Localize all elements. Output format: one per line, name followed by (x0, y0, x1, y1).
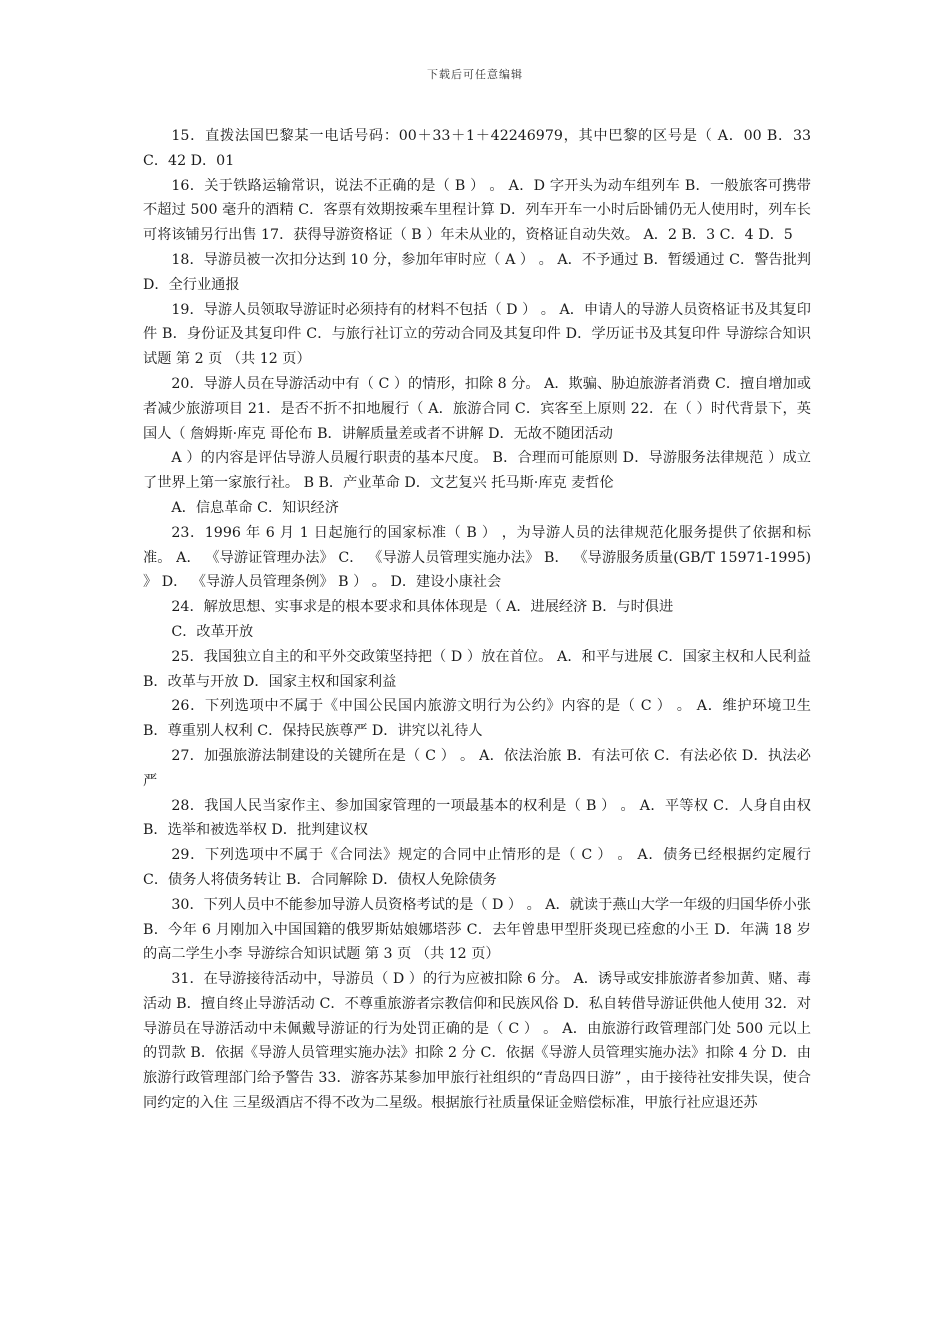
paragraph-q19: 19．导游人员领取导游证时必须持有的材料不包括（ D ） 。 A．申请人的导游人员资格证书及其复印件 B．身份证及其复印件 C．与旅行社订立的劳动合同及其复印件 D．学历证书及其复印件 导游综合知识试题 第 2 页 （共 12 页） (143, 301, 811, 368)
paragraph-q26: 26．下列选项中不属于《中国公民国内旅游文明行为公约》内容的是（ C ） 。 A．维护环境卫生 B．尊重别人权利 C．保持民族尊严 D．讲究以礼待人 (143, 698, 811, 740)
paragraph-q18: 18．导游员被一次扣分达到 10 分，参加年审时应（ A ） 。 A．不予通过 B．暂缓通过 C．警告批判 D．全行业通报 (143, 251, 811, 293)
paragraph-q15: 15．直拨法国巴黎某一电话号码：00＋33＋1＋42246979，其中巴黎的区号是（ A．00 B．33 C．42 D．01 (143, 128, 811, 169)
paragraph-q31-q33: 31．在导游接待活动中，导游员（ D ）的行为应被扣除 6 分。 A．诱导或安排旅游者参加黄、赌、毒活动 B．擅自终止导游活动 C．不尊重旅游者宗教信仰和民族风俗 D．私自转借导游证供他人使用 32．对导游员在导游活动中未佩戴导游证的行为处罚正确的是（ C ） 。 A．由旅游行政管理部门处 500 元以上的罚款 B．依据《导游人员管理实施办法》扣除 2 分 C．依据《导游人员管理实施办法》扣除 4 分 D．由旅游行政管理部门给予警告 33．游客苏某参加甲旅行社组织的“青岛四日游” ，由于接待社安排失误，使合同约定的入住 三星级酒店不得不改为二星级。根据旅行社质量保证金赔偿标准，甲旅行社应退还苏 (143, 971, 811, 1112)
paragraph-q23: 23．1996 年 6 月 1 日起施行的国家标准（ B ） ，为导游人员的法律规范化服务提供了依据和标准。 A． 《导游证管理办法》 C． 《导游人员管理实施办法》 B． 《导游服务质量(GB/T 15971-1995) 》 D． 《导游人员管理条例》 B ） 。 D．建设小康社会 (143, 524, 811, 591)
paragraph-q27: 27．加强旅游法制建设的关键所在是（ C ） 。 A．依法治旅 B．有法可依 C．有法必依 D．执法必严 (143, 747, 811, 789)
paragraph-q28: 28．我国人民当家作主、参加国家管理的一项最基本的权利是（ B ） 。 A．平等权 C．人身自由权 B．选举和被选举权 D．批判建议权 (143, 797, 811, 839)
paragraph-q30: 30．下列人员中不能参加导游人员资格考试的是（ D ） 。 A．就读于燕山大学一年级的归国华侨小张 B．今年 6 月刚加入中国国籍的俄罗斯姑娘娜塔莎 C．去年曾患甲型肝炎现已痊愈的小王 D．年满 18 岁的高二学生小李 导游综合知识试题 第 3 页 （共 12 页） (143, 896, 811, 963)
page-header: 下载后可任意编辑 (427, 68, 523, 81)
document-body (143, 124, 811, 1116)
paragraph-q16-q17: 16．关于铁路运输常识，说法不正确的是（ B ） 。 A．D 字开头为动车组列车 B．一般旅客可携带不超过 500 毫升的酒精 C．客票有效期按乘车里程计算 D．列车开车一小时后卧铺仍无人使用时，列车长可将该铺另行出售 17．获得导游资格证（ B ）年未从业的，资格证自动失效。 A．2 B．3 C．4 D．5 (143, 177, 811, 244)
paragraph-q25: 25．我国独立自主的和平外交政策坚持把（ D ）放在首位。 A．和平与进展 C．国家主权和人民利益 B．改革与开放 D．国家主权和国家利益 (143, 648, 811, 690)
paragraph-q20-q22: 20．导游人员在导游活动中有（ C ）的情形，扣除 8 分。 A．欺骗、胁迫旅游者消费 C．擅自增加或者减少旅游项目 21．是否不折不扣地履行（ A．旅游合同 C．宾客至上原则 22．在（ ）时代背景下，英国人（ 詹姆斯·库克 哥伦布 B．讲解质量差或者不讲解 D．无故不随团活动 (143, 375, 811, 442)
paragraph-q20-q22-continued: A ）的内容是评估导游人员履行职责的基本尺度。 B．合理而可能原则 D．导游服务法律规范 ）成立了世界上第一家旅行社。 B B．产业革命 D．文艺复兴 托马斯·库克 麦哲伦 (143, 450, 811, 492)
paragraph-q24-option-c: C．改革开放 (171, 623, 254, 640)
paragraph-q20-q22-options: A．信息革命 C．知识经济 (171, 499, 339, 516)
paragraph-q29: 29．下列选项中不属于《合同法》规定的合同中止情形的是（ C ） 。 A．债务已经根据约定履行 C．债务人将债务转让 B．合同解除 D．债权人免除债务 (143, 847, 811, 888)
paragraph-q24: 24．解放思想、实事求是的根本要求和具体体现是（ A．进展经济 B．与时俱进 (171, 599, 674, 616)
